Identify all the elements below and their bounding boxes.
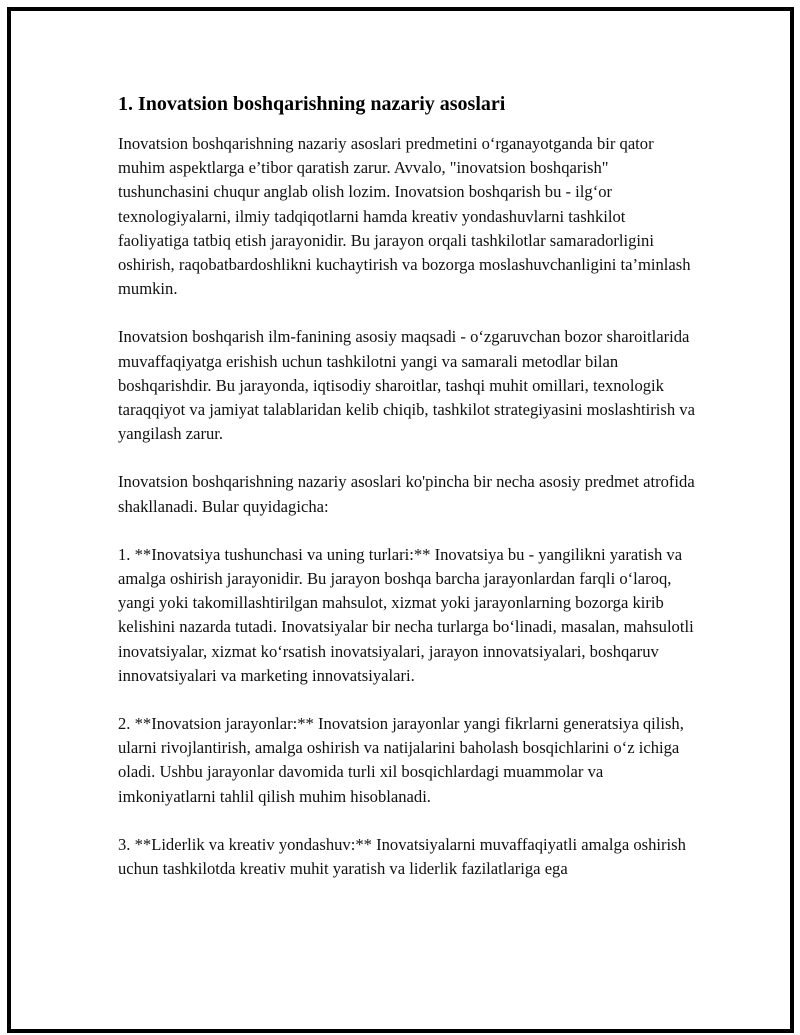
list-item-innovation-concept: 1. **Inovatsiya tushunchasi va uning turlari:** Inovatsiya bu - yangilikni yaratish va amalga oshirish jarayonidir. Bu jarayon boshqa barcha jarayonlardan farqli o‘laroq, yangi yoki takomillashtirilgan mahsulot, xizmat yoki jarayonlarning bozorga kirib kelishini nazarda tutadi. Inovatsiyalar bir necha turlarga bo‘linadi, masalan, mahsulotli inovatsiyalar, xizmat ko‘rsatish inovatsiyalari, jarayon innovatsiyalari, boshqaruv innovatsiyalari va marketing innovatsiyalari. <box>118 544 694 685</box>
document-body <box>118 90 698 905</box>
list-item-leadership: 3. **Liderlik va kreativ yondashuv:** Inovatsiyalarni muvaffaqiyatli amalga oshirish uchun tashkilotda kreativ muhit yaratish va liderlik fazilatlariga ega <box>118 834 686 879</box>
paragraph-intro: Inovatsion boshqarishning nazariy asoslari predmetini o‘rganayotganda bir qator muhim aspektlarga e’tibor qaratish zarur. Avvalo, "inovatsion boshqarish" tushunchasini chuqur anglab olish lozim. Inovatsion boshqarish bu - ilg‘or texnologiyalarni, ilmiy tadqiqotlarni hamda kreativ yondashuvlarni tashkilot faoliyatiga tatbiq etish jarayonidir. Bu jarayon orqali tashkilotlar samaradorligini oshirish, raqobatbardoshlikni kuchaytirish va bozorga moslashuvchanligini ta’minlash mumkin. <box>118 134 691 299</box>
paragraph-goal: Inovatsion boshqarish ilm-fanining asosiy maqsadi - o‘zgaruvchan bozor sharoitlarida muvaffaqiyatga erishish uchun tashkilotni yangi va samarali metodlar bilan boshqarishdir. Bu jarayonda, iqtisodiy sharoitlar, tashqi muhit omillari, texnologik taraqqiyot va jamiyat talablaridan kelib chiqib, tashkilot strategiyasini moslashtirish va yangilash zarur. <box>118 327 695 444</box>
paragraph-subjects-intro: Inovatsion boshqarishning nazariy asoslari ko'pincha bir necha asosiy predmet atrofida shakllanadi. Bular quyidagicha: <box>118 472 695 516</box>
list-item-innovation-processes: 2. **Inovatsion jarayonlar:** Inovatsion jarayonlar yangi fikrlarni generatsiya qilish, ularni rivojlantirish, amalga oshirish va natijalarini baholash bosqichlarini o‘z ichiga oladi. Ushbu jarayonlar davomida turli xil bosqichlardagi muammolar va imkoniyatlarni tahlil qilish muhim hisoblanadi. <box>118 714 684 806</box>
section-heading: 1. Inovatsion boshqarishning nazariy asoslari <box>118 93 506 115</box>
